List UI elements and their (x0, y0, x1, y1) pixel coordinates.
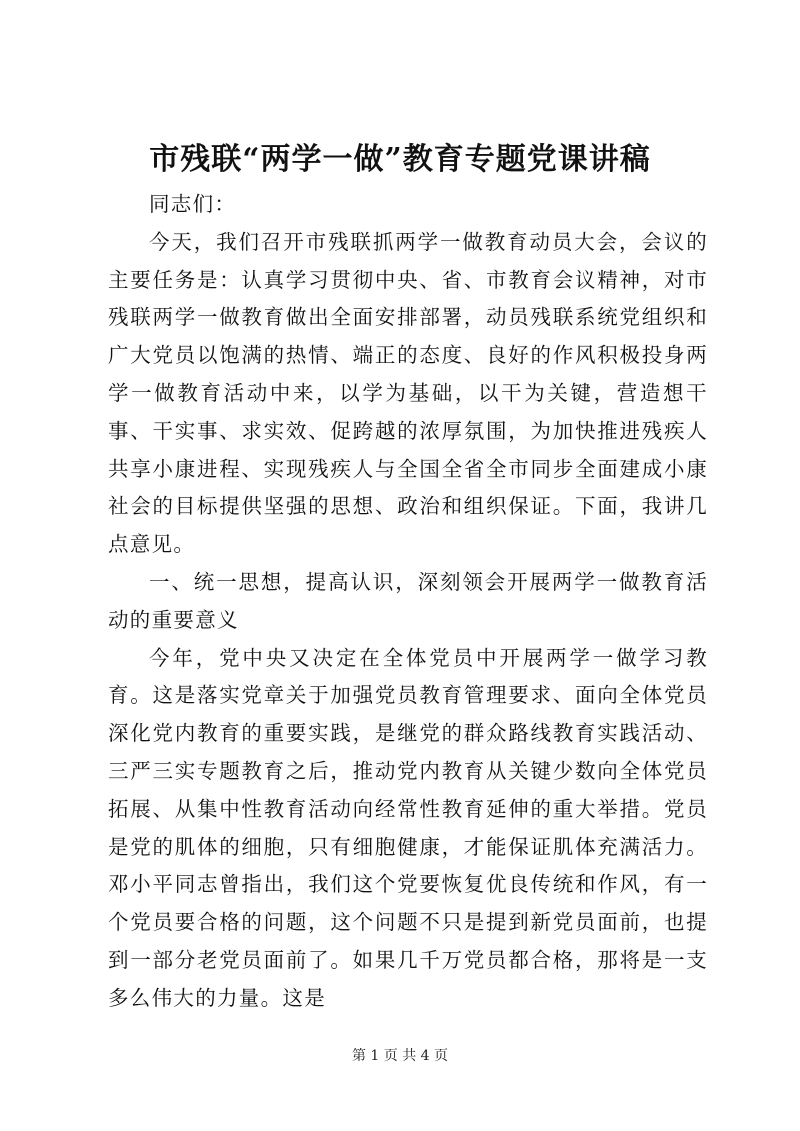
page-number-footer: 第 1 页 共 4 页 (351, 1048, 449, 1064)
body-paragraph: 今天，我们召开市残联抓两学一做教育动员大会，会议的主要任务是：认真学习贯彻中央、省、市教育会议精神，对市残联两学一做教育做出全面安排部署，动员残联系统党组织和广大党员以饱满的热情、端正的态度、良好的作风积极投身两学一做教育活动中来，以学为基础，以干为关键，营造想干事、干实事、求实效、促跨越的浓厚氛围，为加快推进残疾人共享小康进程、实现残疾人与全国全省全市同步全面建成小康社会的目标提供坚强的思想、政治和组织保证。下面，我讲几点意见。 (108, 229, 708, 557)
document-body (108, 186, 708, 1018)
section-heading: 一、统一思想，提高认识，深刻领会开展两学一做教育活动的重要意义 (108, 569, 708, 632)
document-title: 市残联“两学一做”教育专题党课讲稿 (149, 142, 651, 177)
greeting-paragraph: 同志们： (149, 192, 237, 216)
body-paragraph: 今年，党中央又决定在全体党员中开展两学一做学习教育。这是落实党章关于加强党员教育管理要求、面向全体党员深化党内教育的重要实践，是继党的群众路线教育实践活动、三严三实专题教育之后，推动党内教育从关键少数向全体党员拓展、从集中性教育活动向经常性教育延伸的重大举措。党员是党的肌体的细胞，只有细胞健康，才能保证肌体充满活力。邓小平同志曾指出，我们这个党要恢复优良传统和作风，有一个党员要合格的问题，这个问题不只是提到新党员面前，也提到一部分老党员面前了。如果几千万党员都合格，那将是一支多么伟大的力量。这是 (108, 645, 708, 1010)
